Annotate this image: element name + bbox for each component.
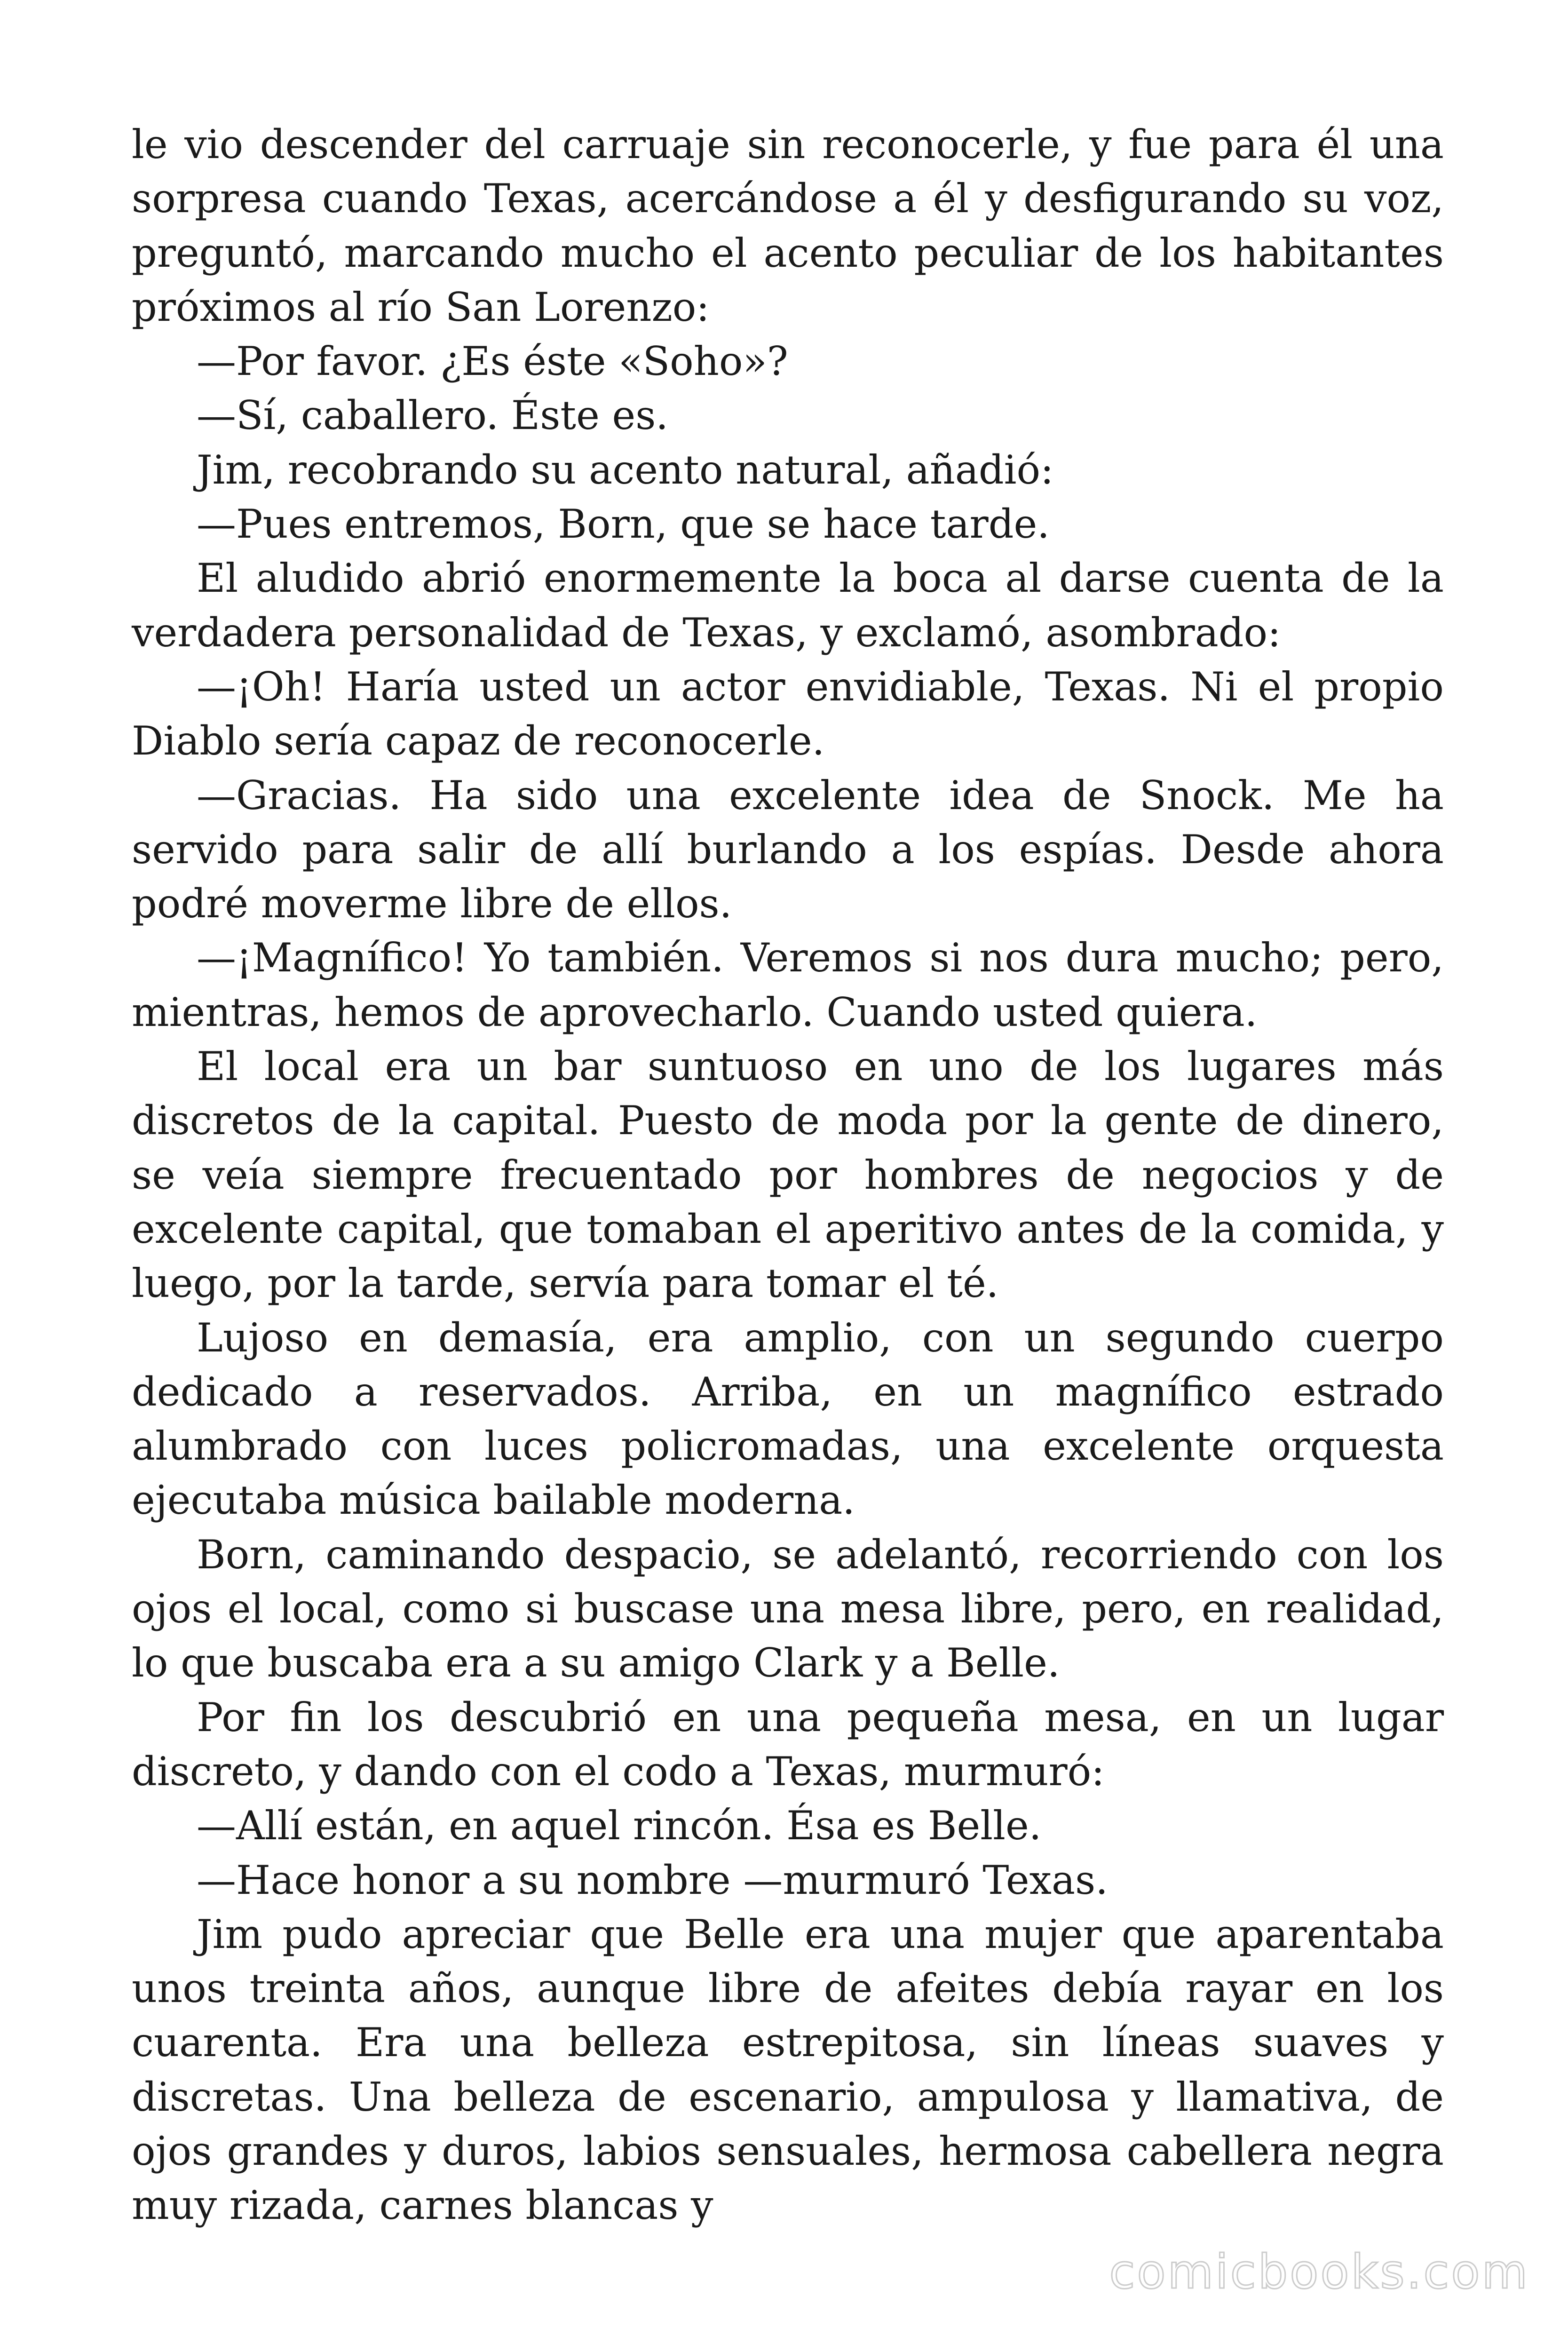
paragraph-continuation: le vio descender del carruaje sin reconocerle, y fue para él una sorpresa cuando Texas, acercándose a él y desfigurando su voz, preguntó, marcando mucho el acento peculiar de los habitantes próximos al río San Lorenzo: [132,121,1444,330]
paragraph: —Gracias. Ha sido una excelente idea de Snock. Me ha servido para salir de allí burlando a los espías. Desde ahora podré moverme libre de ellos. [132,772,1444,927]
paragraph: —Pues entremos, Born, que se hace tarde. [197,501,1050,548]
paragraph: Lujoso en demasía, era amplio, con un segundo cuerpo dedicado a reservados. Arriba, en un magnífico estrado alumbrado con luces policromadas, una excelente orquesta ejecutaba música bailable moderna. [132,1314,1444,1524]
watermark: comicbooks.com [1109,2244,1529,2299]
paragraph: Jim, recobrando su acento natural, añadió: [197,446,1054,493]
paragraph: El local era un bar suntuoso en uno de los lugares más discretos de la capital. Puesto de moda por la gente de dinero, se veía siempre frecuentado por hombres de negocios y de excelente capital, que tomaban el aperitivo antes de la comida, y luego, por la tarde, servía para tomar el té. [132,1043,1444,1307]
paragraph: —¡Magnífico! Yo también. Veremos si nos dura mucho; pero, mientras, hemos de aprovecharlo. Cuando usted quiera. [132,935,1444,1035]
paragraph: —Por favor. ¿Es éste «Soho»? [197,338,788,385]
paragraph: —¡Oh! Haría usted un actor envidiable, Texas. Ni el propio Diablo sería capaz de reconocerle. [132,663,1444,764]
paragraph: Born, caminando despacio, se adelantó, recorriendo con los ojos el local, como si buscase una mesa libre, pero, en realidad, lo que buscaba era a su amigo Clark y a Belle. [132,1531,1444,1686]
paragraph: Por fin los descubrió en una pequeña mesa, en un lugar discreto, y dando con el codo a Texas, murmuró: [132,1694,1444,1795]
book-page-text [132,118,1444,2229]
paragraph: —Sí, caballero. Éste es. [197,392,668,439]
paragraph: —Hace honor a su nombre —murmuró Texas. [197,1857,1108,1903]
paragraph: —Allí están, en aquel rincón. Ésa es Belle. [197,1803,1042,1849]
paragraph: El aludido abrió enormemente la boca al darse cuenta de la verdadera personalidad de Texas, y exclamó, asombrado: [132,555,1444,656]
paragraph: Jim pudo apreciar que Belle era una mujer que aparentaba unos treinta años, aunque libre de afeites debía rayar en los cuarenta. Era una belleza estrepitosa, sin líneas suaves y discretas. Una belleza de escenario, ampulosa y llamativa, de ojos grandes y duros, labios sensuales, hermosa cabellera negra muy rizada, carnes blancas y [132,1911,1444,2229]
